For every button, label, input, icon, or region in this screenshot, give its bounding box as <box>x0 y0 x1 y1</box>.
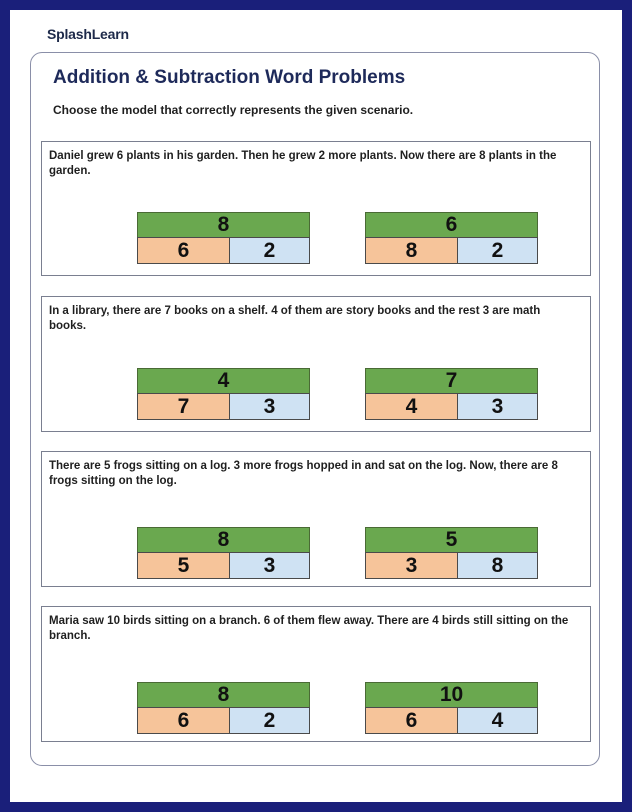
model-option-b[interactable] <box>365 368 538 420</box>
model-part-b: 3 <box>229 552 310 579</box>
model-part-a: 6 <box>365 707 458 734</box>
model-part-a: 4 <box>365 393 458 420</box>
model-option-a[interactable] <box>137 527 310 579</box>
model-option-a[interactable] <box>137 368 310 420</box>
model-part-a: 5 <box>137 552 230 579</box>
problem-card-4 <box>41 606 591 742</box>
model-part-b: 4 <box>457 707 538 734</box>
model-whole: 8 <box>137 527 310 553</box>
problem-card-1 <box>41 141 591 276</box>
model-part-a: 8 <box>365 237 458 264</box>
model-part-a: 7 <box>137 393 230 420</box>
model-option-b[interactable] <box>365 212 538 264</box>
model-whole: 6 <box>365 212 538 238</box>
page-title: Addition & Subtraction Word Problems <box>53 67 406 88</box>
instructions: Choose the model that correctly represents the given scenario. <box>53 103 414 117</box>
problem-text: In a library, there are 7 books on a shelf. 4 of them are story books and the rest 3 are math books. <box>49 305 541 332</box>
problem-text: There are 5 frogs sitting on a log. 3 more frogs hopped in and sat on the log. Now, there are 8 frogs sitting on the log. <box>49 460 558 487</box>
model-part-b: 3 <box>457 393 538 420</box>
model-option-a[interactable] <box>137 682 310 734</box>
model-whole: 7 <box>365 368 538 394</box>
problem-card-2 <box>41 296 591 432</box>
model-part-a: 6 <box>137 237 230 264</box>
model-whole: 5 <box>365 527 538 553</box>
brand-logo: SplashLearn <box>47 26 129 42</box>
model-whole: 4 <box>137 368 310 394</box>
model-whole: 8 <box>137 682 310 708</box>
worksheet-page <box>10 10 622 802</box>
problem-text: Maria saw 10 birds sitting on a branch. 6 of them flew away. There are 4 birds still sitting on the branch. <box>49 615 569 642</box>
model-part-b: 2 <box>457 237 538 264</box>
model-part-b: 3 <box>229 393 310 420</box>
model-option-a[interactable] <box>137 212 310 264</box>
model-part-a: 3 <box>365 552 458 579</box>
problem-card-3 <box>41 451 591 587</box>
model-part-b: 8 <box>457 552 538 579</box>
model-part-b: 2 <box>229 237 310 264</box>
model-part-a: 6 <box>137 707 230 734</box>
model-whole: 8 <box>137 212 310 238</box>
model-option-b[interactable] <box>365 527 538 579</box>
model-option-b[interactable] <box>365 682 538 734</box>
problem-text: Daniel grew 6 plants in his garden. Then he grew 2 more plants. Now there are 8 plants in the garden. <box>49 150 557 177</box>
model-whole: 10 <box>365 682 538 708</box>
worksheet-card <box>30 52 600 766</box>
model-part-b: 2 <box>229 707 310 734</box>
